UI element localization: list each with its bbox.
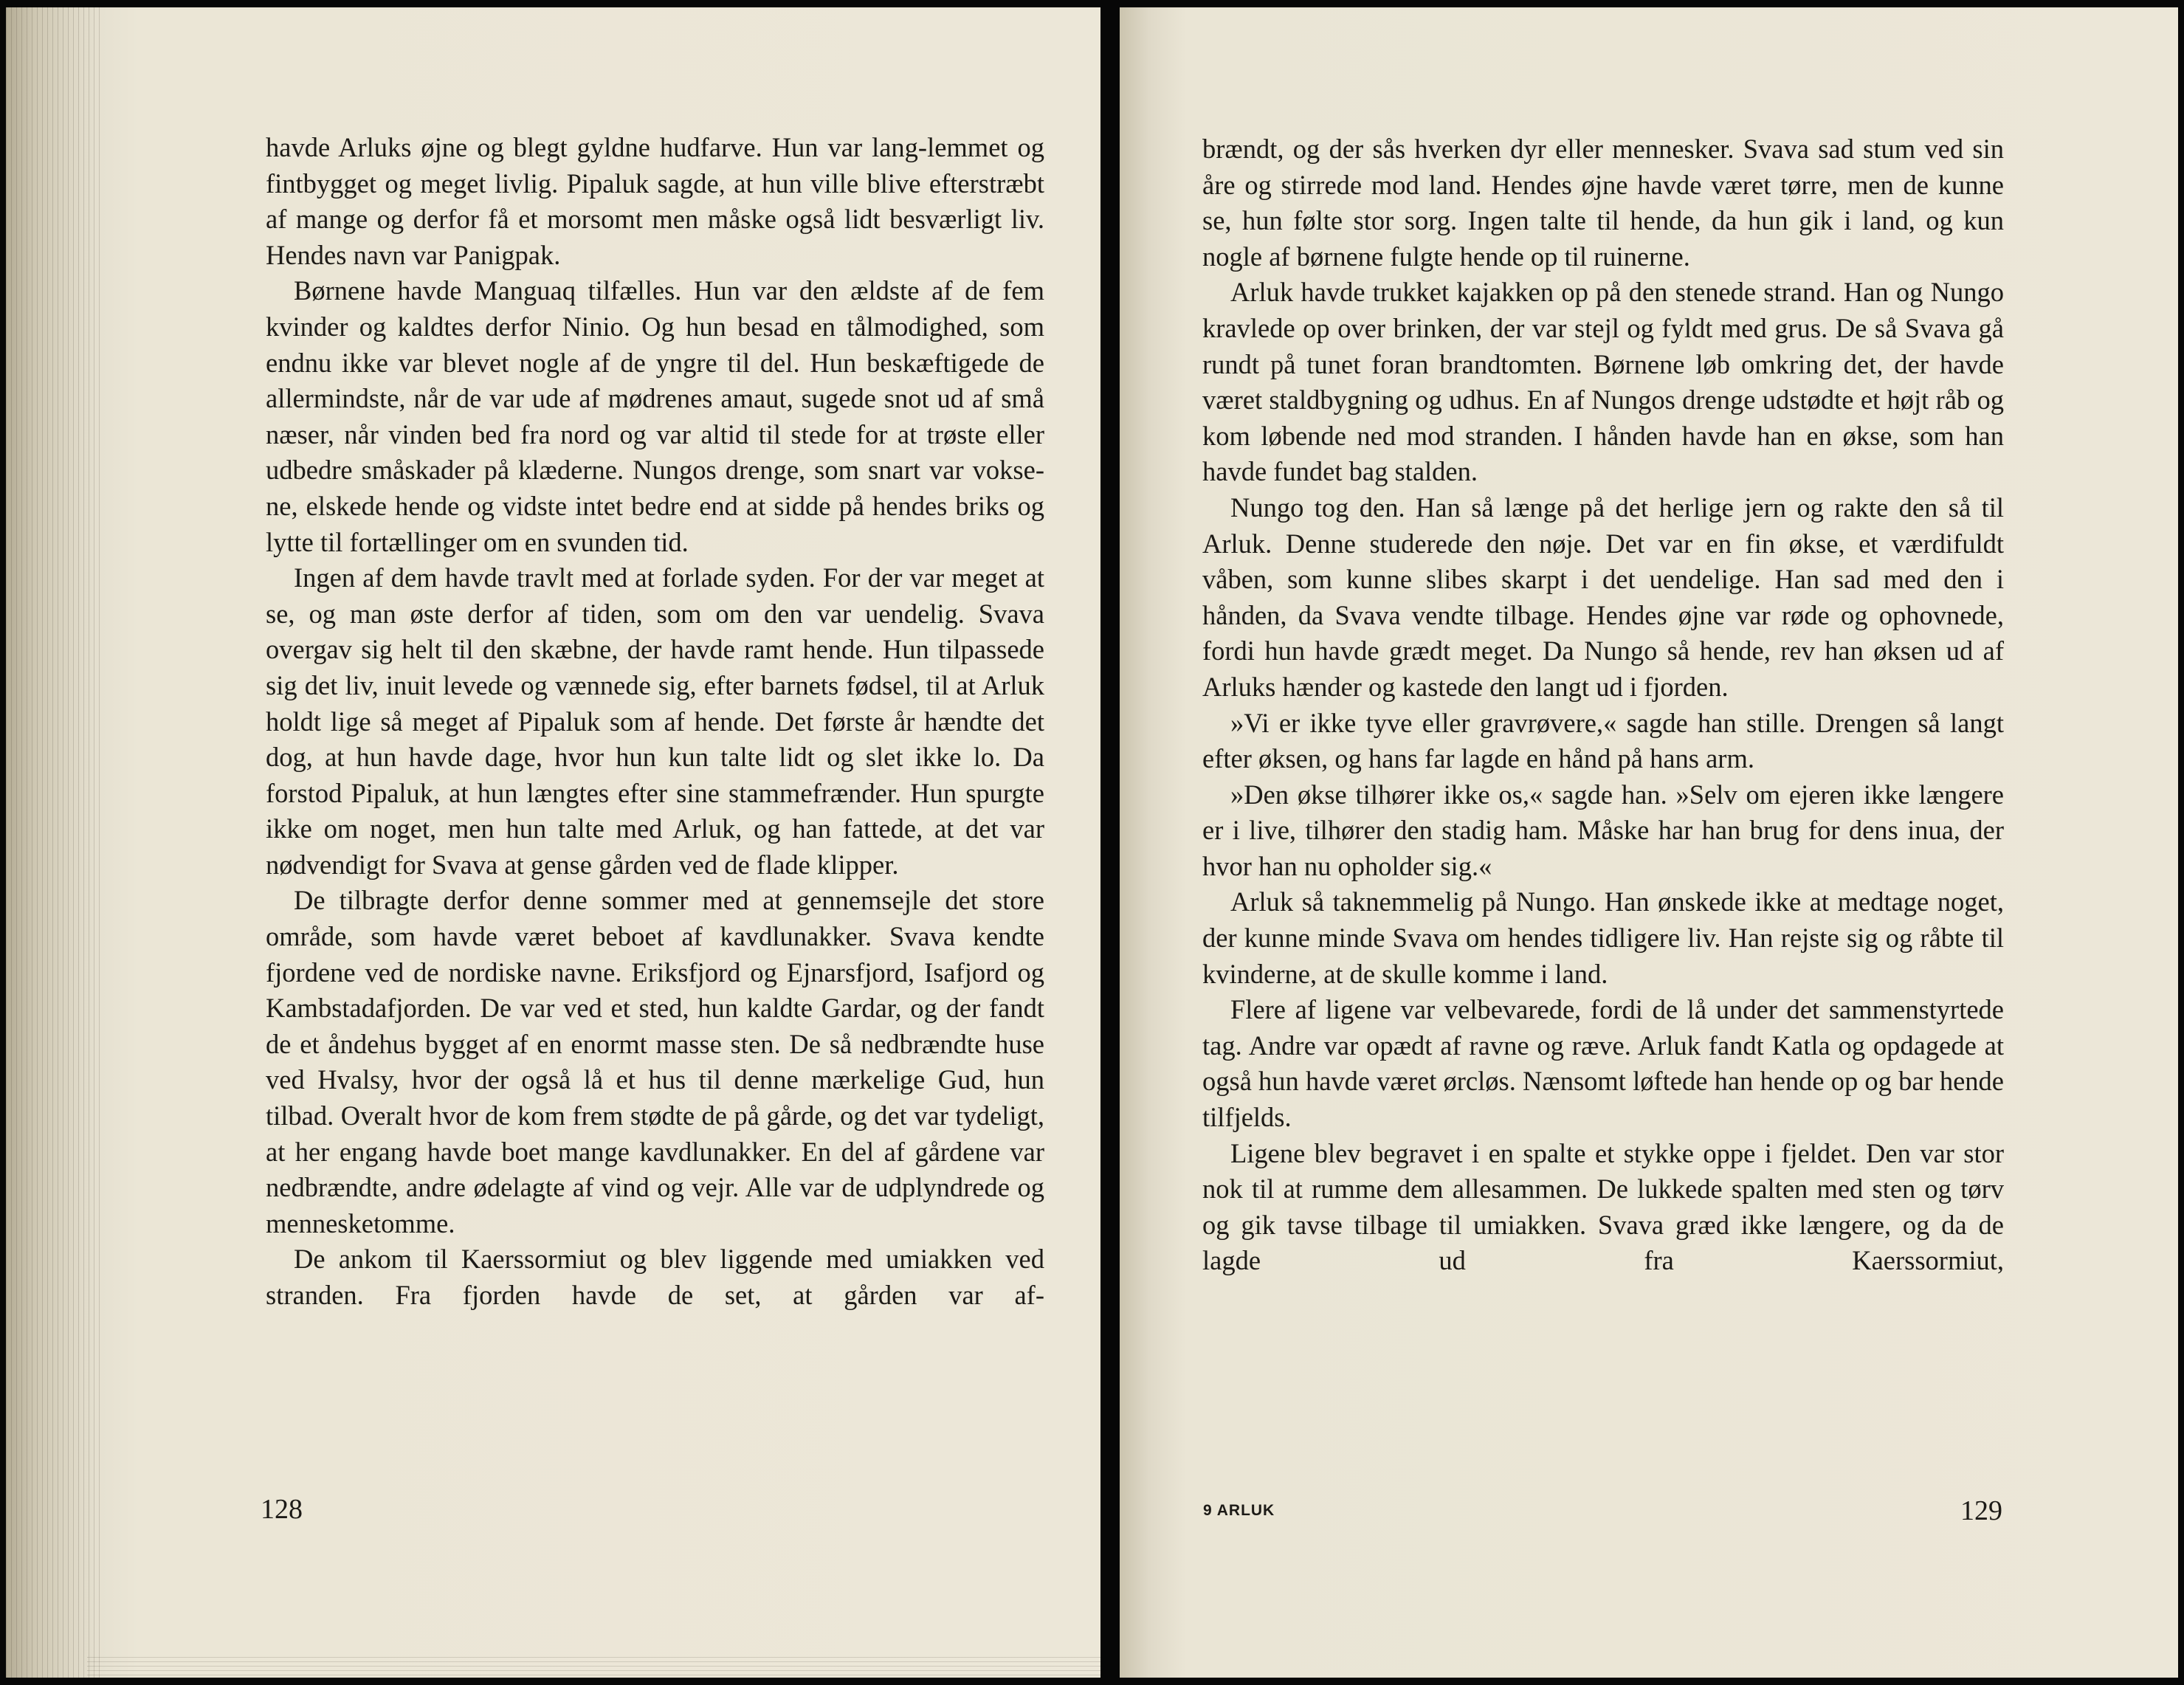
paragraph: Arluk så taknemmelig på Nungo. Han ønskede ikke at medtage noget, der kunne minde Svava om hendes tidligere liv. Han rejste sig og råbte til kvinderne, at de skulle komme i land. [1202,886,2004,989]
left-page [6,7,1100,1678]
paragraph: Børnene havde Manguaq tilfælles. Hun var den ældste af de fem kvinder og kaldtes derfor Ninio. Og hun besad en tålmodighed, som endnu ikke var blevet nogle af de yngre til del. Hun beskæftigede de allermindste, når de var ude af mødrenes amaut, sugede snot ud af små næser, når vinden bed fra nord og var altid til stede for at trøste eller udbedre småskader på klæderne. Nungos drenge, som snart var vokse-ne, elskede hende og vidste intet bedre end at sidde på hendes briks og lytte til fortællinger om en svunden tid. [266,275,1044,557]
page-number: 129 [1960,1495,2002,1526]
right-page [1120,7,2178,1678]
paragraph: »Vi er ikke tyve eller gravrøvere,« sagde han stille. Drengen så langt efter øksen, og hans far lagde en hånd på hans arm. [1202,707,2004,774]
left-page-text [266,130,1044,1314]
paragraph: Ligene blev begravet i en spalte et stykke oppe i fjeldet. Den var stor nok til at rumme dem allesammen. De lukkede spalten med sten og tørv og gik tavse tilbage til umiakken. Svava græd ikke længere, og da de lagde ud fra Kaerssormiut, [1202,1137,2004,1276]
page-number: 128 [261,1494,303,1525]
paragraph: Nungo tog den. Han så længe på det herlige jern og rakte den så til Arluk. Denne studerede den nøje. Det var en fin økse, et værdifuldt våben, som kunne slibes skarpt i det uendelige. Han sad med den i hånden, da Svava vendte tilbage. Hendes øjne var røde og ophovnede, fordi hun havde grædt meget. Da Nungo så hende, rev han øksen ud af Arluks hænder og kastede den langt ud i fjorden. [1202,492,2004,702]
paragraph: Ingen af dem havde travlt med at forlade syden. For der var meget at se, og man øste derfor af tiden, som om den var uendelig. Svava overgav sig helt til den skæbne, der havde ramt hende. Hun tilpassede sig det liv, inuit levede og vænnede sig, efter barnets fødsel, til at Arluk holdt lige så meget af Pipaluk som af hende. Det første år hændte det dog, at hun havde dage, hvor hun kun talte lidt og slet ikke lo. Da forstod Pipaluk, at hun længtes efter sine stammefrænder. Hun spurgte ikke om noget, men hun talte med Arluk, og han fattede, at det var nødvendigt for Svava at gense gården ved de flade klipper. [266,562,1044,880]
paragraph: »Den økse tilhører ikke os,« sagde han. »Selv om ejeren ikke længere er i live, tilhører den stadig ham. Måske har han brug for dens inua, der hvor han nu opholder sig.« [1202,779,2004,881]
paragraph: De ankom til Kaerssormiut og blev liggende med umiakken ved stranden. Fra fjorden havde de set, at gården var af- [266,1244,1044,1310]
page-edges [6,7,102,1678]
paragraph: brændt, og der sås hverken dyr eller mennesker. Svava sad stum ved sin åre og stirrede mod land. Hendes øjne havde været tørre, men de kunne se, hun følte stor sorg. Ingen talte til hende, da hun gik i land, og kun nogle af børnene fulgte hende op til ruinerne. [1202,134,2004,272]
paragraph: De tilbragte derfor denne sommer med at gennemsejle det store område, som havde været beboet af kavdlunakker. Svava kendte fjordene ved de nordiske navne. Eriksfjord og Ejnarsfjord, Isafjord og Kambstadafjorden. De var ved et sted, hun kaldte Gardar, og der fandt de et åndehus bygget af en enormt masse sten. De så nedbrændte huse ved Hvalsy, hvor der også lå et hus til denne mærkelige Gud, hun tilbad. Overalt hvor de kom frem stødte de på gårde, og det var tydeligt, at her engang havde boet mange kavdlunakker. En del af gårdene var nedbrændte, andre ødelagte af vind og vejr. Alle var de udplyndrede og mennesketomme. [266,885,1044,1238]
right-page-text [1202,131,2004,1279]
paragraph: Flere af ligene var velbevarede, fordi de lå under det sammenstyrtede tag. Andre var opædt af ravne og ræve. Arluk fandt Katla og opdagede at også hun havde været ørcløs. Nænsomt løftede han hende op og bar hende tilfjelds. [1202,994,2004,1133]
signature-mark: 9 ARLUK [1203,1502,1275,1519]
paragraph: Arluk havde trukket kajakken op på den stenede strand. Han og Nungo kravlede op over brinken, der var stejl og fyldt med grus. De så Svava gå rundt på tunet foran brandtomten. Børnene løb omkring det, der havde været staldbygning og udhus. En af Nungos drenge udstødte et højt råb og kom løbende ned mod stranden. I hånden havde han en økse, som han havde fundet bag stalden. [1202,277,2004,487]
paragraph: havde Arluks øjne og blegt gyldne hudfarve. Hun var lang-lemmet og fintbygget og meget livlig. Pipaluk sagde, at hun ville blive efterstræbt af mange og derfor få et morsomt men måske også lidt besværligt liv. Hendes navn var Panigpak. [266,132,1044,270]
page-bottom-edges [87,1657,1100,1678]
